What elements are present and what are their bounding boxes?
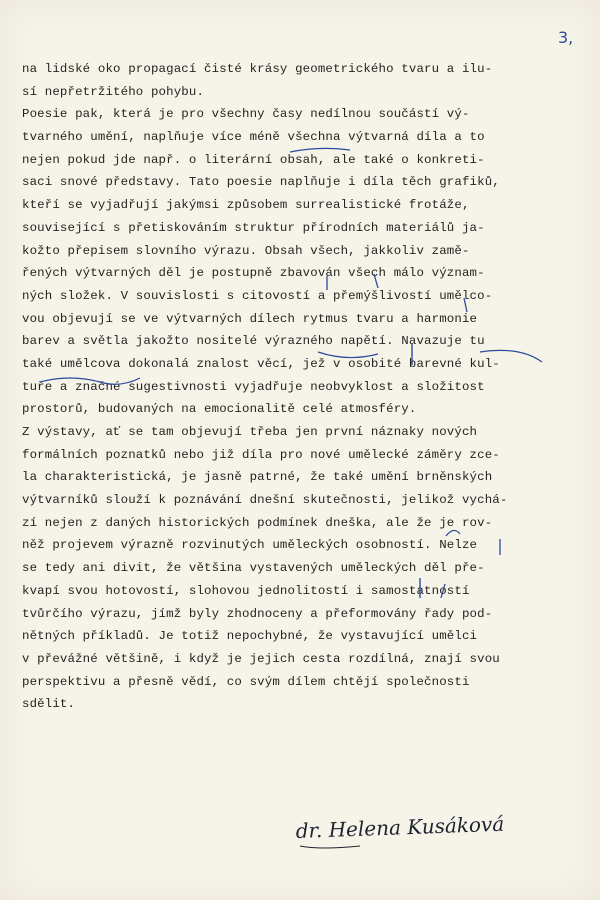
- text-line: Poesie pak, která je pro všechny časy nedílnou součástí vý-: [22, 107, 470, 122]
- text-line: ných složek. V souvislosti s citovostí a přemýšlivostí umělco-: [22, 288, 493, 303]
- text-line: zí nejen z daných historických podmínek dneška, ale že je rov-: [22, 515, 493, 530]
- text-line: nejen pokud jde např. o literární obsah, ale také o konkreti-: [22, 152, 485, 167]
- text-line: tvůrčího výrazu, jímž byly zhodnoceny a přeformovány řady pod-: [22, 606, 493, 621]
- text-line: nětných příkladů. Je totiž nepochybné, že vystavující umělci: [22, 629, 478, 644]
- text-line: kteří se vyjadřují jakýmsi způsobem surrealistické frotáže,: [22, 198, 470, 213]
- signature-text: dr. Helena Kusáková: [295, 811, 505, 843]
- text-line: tvarného umění, naplňuje více méně všechna výtvarná díla a to: [22, 130, 485, 145]
- text-line: vou objevují se ve výtvarných dílech rytmus tvaru a harmonie: [22, 311, 478, 326]
- text-line: také umělcova dokonalá znalost věcí, jež v osobité barevné kul-: [22, 356, 500, 371]
- text-line: související s přetiskováním struktur přírodních materiálů ja-: [22, 220, 485, 235]
- text-line: perspektivu a přesně vědí, co svým dílem chtějí společnosti: [22, 674, 470, 689]
- text-line: formálních poznatků nebo již díla pro nové umělecké záměry zce-: [22, 447, 500, 462]
- text-line: se tedy ani divit, že většina vystavených uměleckých děl pře-: [22, 561, 485, 576]
- text-line: Z výstavy, ať se tam objevují třeba jen první náznaky nových: [22, 425, 478, 439]
- text-line: kožto přepisem slovního výrazu. Obsah všech, jakkoliv zamě-: [22, 243, 470, 258]
- text-line: sí nepřetržitého pohybu.: [22, 84, 205, 99]
- text-line: barev a světla jakožto nositelé výrazného napětí. Navazuje tu: [22, 334, 485, 349]
- text-line: la charakteristická, je jasně patrné, že také umění brněnských: [22, 470, 493, 485]
- signature: [292, 808, 552, 868]
- text-line: v převážné většině, i když je jejich cesta rozdílná, znají svou: [22, 651, 500, 666]
- text-line: tuře a značné sugestivnosti vyjadřuje neobvyklost a složitost: [22, 379, 485, 394]
- signature-flourish: [300, 846, 360, 848]
- typed-text-body: [22, 58, 582, 716]
- text-line: řených výtvarných děl je postupně zbavován všech málo význam-: [22, 266, 485, 281]
- text-line: kvapí svou hotovostí, slohovou jednolitostí i samostatností: [22, 583, 470, 598]
- text-line: prostorů, budovaných na emocionalitě celé atmosféry.: [22, 402, 417, 417]
- text-line: sdělit.: [22, 697, 76, 712]
- text-line: na lidské oko propagací čisté krásy geometrického tvaru a ilu-: [22, 62, 493, 76]
- text-line: něž projevem výrazně rozvinutých uměleckých osobností. Nelze: [22, 538, 478, 553]
- text-line: výtvarníků slouží k poznávání dnešní skutečnosti, jelikož vychá-: [22, 493, 508, 508]
- page-number: 3,: [558, 28, 574, 47]
- text-line: saci snové představy. Tato poesie naplňuje i díla těch grafiků,: [22, 175, 500, 190]
